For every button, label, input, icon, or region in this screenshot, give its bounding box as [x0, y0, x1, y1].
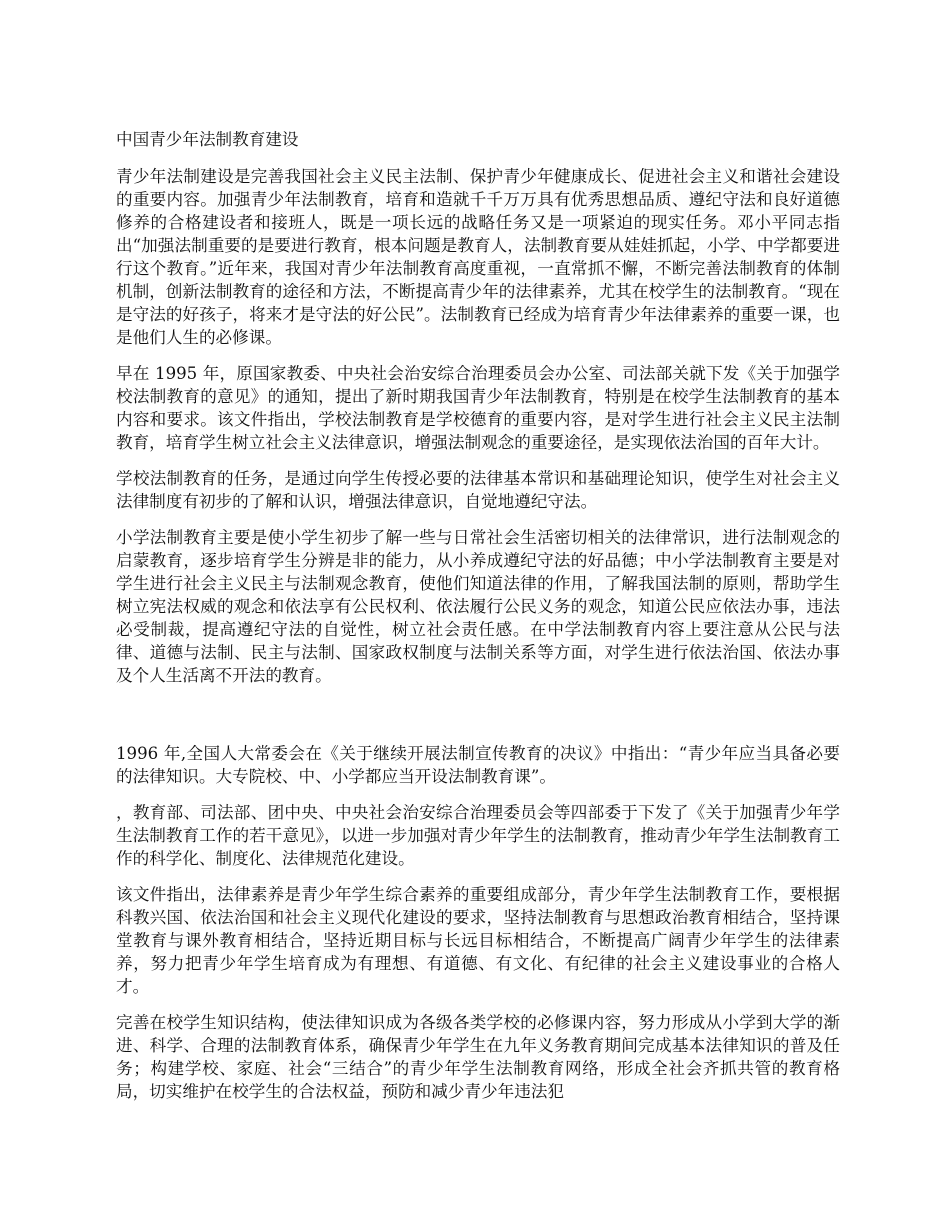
paragraph-1996: 1996 年,全国人大常委会在《关于继续开展法制宣传教育的决议》中指出：“青少年应当具备必要的法律知识。大专院校、中、小学都应当开设法制教育课”。 — [116, 744, 840, 786]
paragraph-intro: 青少年法制建设是完善我国社会主义民主法制、保护青少年健康成长、促进社会主义和谐社会建设的重要内容。加强青少年法制教育，培育和造就千千万万具有优秀思想品质、遵纪守法和良好道德修养的合格建设者和接班人，既是一项长远的战略任务又是一项紧迫的现实任务。邓小平同志指出“加强法制重要的是要进行教育，根本问题是教育人，法制教育要从娃娃抓起，小学、中学都要进行这个教育。”近年来，我国对青少年法制教育高度重视，一直常抓不懈，不断完善法制教育的体制机制，创新法制教育的途径和方法，不断提高青少年的法律素养，尤其在校学生的法制教育。“现在是守法的好孩子，将来才是守法的好公民”。法制教育已经成为培育青少年法律素养的重要一课，也是他们人生的必修课。 — [116, 167, 840, 347]
document-title: 中国青少年法制教育建设 — [116, 130, 299, 149]
paragraph-tasks: 学校法制教育的任务，是通过向学生传授必要的法律基本常识和基础理论知识，使学生对社会主义法律制度有初步的了解和认识，增强法律意识，自觉地遵纪守法。 — [116, 469, 840, 511]
document-page — [116, 128, 840, 1116]
paragraph-legal-literacy: 该文件指出，法律素养是青少年学生综合素养的重要组成部分，青少年学生法制教育工作，要根据科教兴国、依法治国和社会主义现代化建设的要求，坚持法制教育与思想政治教育相结合，坚持课堂教育与课外教育相结合，坚持近期目标与长远目标相结合，不断提高广阔青少年学生的法律素养，努力把青少年学生培育成为有理想、有道德、有文化、有纪律的社会主义建设事业的合格人才。 — [116, 885, 840, 996]
paragraph-1995: 早在 1995 年，原国家教委、中央社会治安综合治理委员会办公室、司法部关就下发《关于加强学校法制教育的意见》的通知，提出了新时期我国青少年法制教育，特别是在校学生法制教育的基本内容和要求。该文件指出，学校法制教育是学校德育的重要内容，是对学生进行社会主义民主法制教育，培育学生树立社会主义法律意识，增强法制观念的重要途径，是实现依法治国的百年大计。 — [116, 364, 840, 452]
section-gap — [116, 700, 840, 742]
paragraph-four-ministries: ，教育部、司法部、团中央、中央社会治安综合治理委员会等四部委于下发了《关于加强青少年学生法制教育工作的若干意见》，以进一步加强对青少年学生的法制教育，推动青少年学生法制教育工作的科学化、制度化、法律规范化建设。 — [116, 803, 840, 868]
paragraph-knowledge-structure: 完善在校学生知识结构，使法律知识成为各级各类学校的必修课内容，努力形成从小学到大学的渐进、科学、合理的法制教育体系，确保青少年学生在九年义务教育期间完成基本法律知识的普及任务；构建学校、家庭、社会“三结合”的青少年学生法制教育网络，形成全社会齐抓共管的教育格局，切实维护在校学生的合法权益，预防和减少青少年违法犯 — [116, 1013, 840, 1101]
paragraph-school-levels: 小学法制教育主要是使小学生初步了解一些与日常社会生活密切相关的法律常识，进行法制观念的启蒙教育，逐步培育学生分辨是非的能力，从小养成遵纪守法的好品德；中小学法制教育主要是对学生进行社会主义民主与法制观念教育，使他们知道法律的作用，了解我国法制的原则，帮助学生树立宪法权威的观念和依法享有公民权利、依法履行公民义务的观念，知道公民应依法办事，违法必受制裁，提高遵纪守法的自觉性，树立社会责任感。在中学法制教育内容上要注意从公民与法律、道德与法制、民主与法制、国家政权制度与法制关系等方面，对学生进行依法治国、依法办事及个人生活离不开法的教育。 — [116, 528, 840, 685]
